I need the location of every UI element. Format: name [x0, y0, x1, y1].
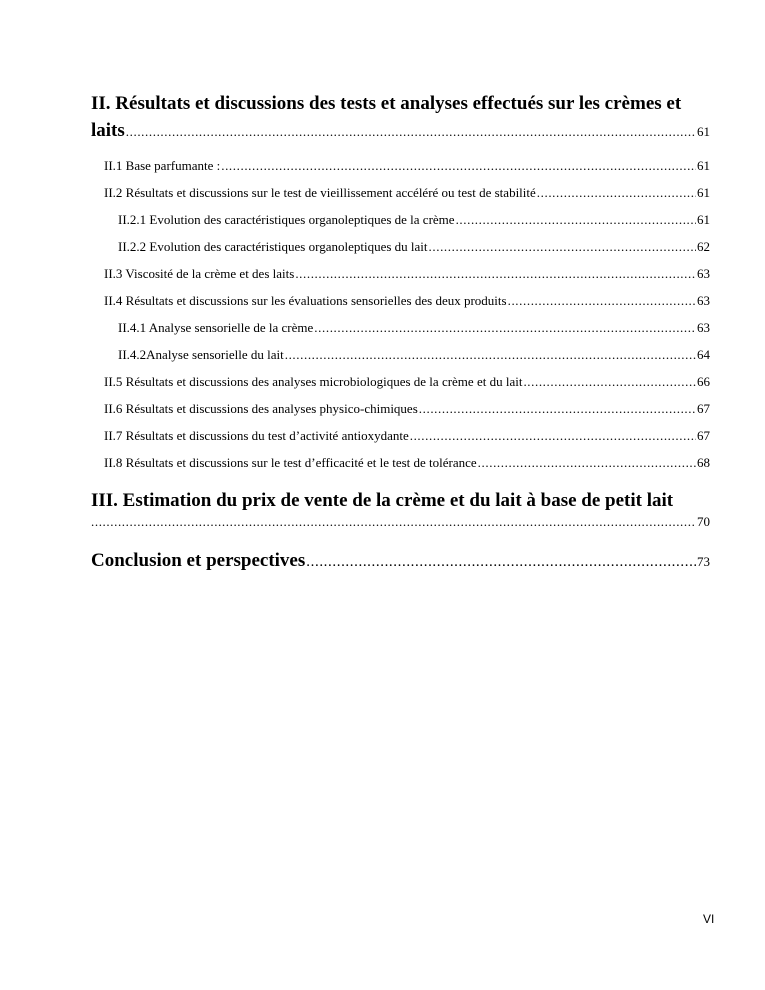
- toc-subsections: [91, 152, 710, 476]
- dot-leader: [537, 179, 696, 206]
- toc-entry-II-8: [104, 449, 710, 476]
- toc-page-number: 64: [697, 347, 710, 362]
- toc-section-3-title: III. Estimation du prix de vente de la crème et du lait à base de petit lait: [91, 490, 674, 511]
- dot-leader: [221, 152, 696, 179]
- dot-leader: [306, 549, 696, 575]
- dot-leader: [126, 118, 696, 145]
- toc-section-2-title-line2: laits: [91, 120, 125, 141]
- toc-entry-title: II.2.2 Evolution des caractéristiques organoleptiques du lait: [118, 239, 428, 254]
- toc-page-number: 70: [697, 514, 710, 529]
- toc-section-3-leader: [91, 514, 710, 530]
- toc-entry-II-4-2: [118, 341, 710, 368]
- toc-page-number: 66: [697, 374, 710, 389]
- toc-page-number: 63: [697, 266, 710, 281]
- toc-section-2: [91, 90, 710, 145]
- toc-entry-title: II.7 Résultats et discussions du test d’activité antioxydante: [104, 428, 409, 443]
- toc-entry-title: II.4.2Analyse sensorielle du lait: [118, 347, 284, 362]
- dot-leader: [295, 260, 696, 287]
- toc-page-number: 67: [697, 428, 710, 443]
- toc-section-2-title-line1: II. Résultats et discussions des tests et analyses effectués sur les crèmes et: [91, 93, 682, 114]
- toc-conclusion: [91, 548, 710, 575]
- toc-entry-title: II.4 Résultats et discussions sur les évaluations sensorielles des deux produits: [104, 293, 507, 308]
- toc-entry-II-1: [104, 152, 710, 179]
- toc-page-number: 63: [697, 293, 710, 308]
- toc-entry-II-2-1: [118, 206, 710, 233]
- toc-entry-II-2: [104, 179, 710, 206]
- dot-leader: [419, 395, 696, 422]
- dot-leader: [508, 287, 696, 314]
- dot-leader: [285, 341, 696, 368]
- toc-section-3: [91, 488, 710, 530]
- toc-section-2-line2: [91, 117, 710, 145]
- toc-entry-title: II.2 Résultats et discussions sur le test de vieillissement accéléré ou test de stabilité: [104, 185, 536, 200]
- toc-conclusion-title: Conclusion et perspectives: [91, 550, 306, 571]
- toc-entry-title: II.1 Base parfumante :: [104, 158, 221, 173]
- table-of-contents: [91, 90, 710, 575]
- toc-entry-title: II.3 Viscosité de la crème et des laits: [104, 266, 295, 281]
- toc-entry-title: II.8 Résultats et discussions sur le test d’efficacité et le test de tolérance: [104, 455, 477, 470]
- toc-entry-II-7: [104, 422, 710, 449]
- toc-page-number: 68: [697, 455, 710, 470]
- footer-page-number: VI: [703, 912, 715, 926]
- toc-page-number: 73: [697, 554, 710, 569]
- toc-entry-II-2-2: [118, 233, 710, 260]
- toc-page-number: 63: [697, 320, 710, 335]
- toc-entry-II-4: [104, 287, 710, 314]
- toc-entry-title: II.4.1 Analyse sensorielle de la crème: [118, 320, 314, 335]
- dot-leader: [523, 368, 696, 395]
- toc-entry-II-3: [104, 260, 710, 287]
- toc-page-number: 62: [697, 239, 710, 254]
- toc-page-number: 67: [697, 401, 710, 416]
- dot-leader: [410, 422, 696, 449]
- dot-leader: [91, 514, 696, 530]
- dot-leader: [314, 314, 696, 341]
- dot-leader: [478, 449, 696, 476]
- toc-entry-II-5: [104, 368, 710, 395]
- toc-page-number: 61: [697, 124, 710, 139]
- toc-entry-II-4-1: [118, 314, 710, 341]
- toc-entry-title: II.5 Résultats et discussions des analyses microbiologiques de la crème et du lait: [104, 374, 523, 389]
- toc-page-number: 61: [697, 158, 710, 173]
- toc-entry-title: II.2.1 Evolution des caractéristiques organoleptiques de la crème: [118, 212, 455, 227]
- toc-page-number: 61: [697, 212, 710, 227]
- dot-leader: [456, 206, 696, 233]
- toc-entry-II-6: [104, 395, 710, 422]
- toc-page-number: 61: [697, 185, 710, 200]
- toc-entry-title: II.6 Résultats et discussions des analyses physico-chimiques: [104, 401, 418, 416]
- dot-leader: [429, 233, 696, 260]
